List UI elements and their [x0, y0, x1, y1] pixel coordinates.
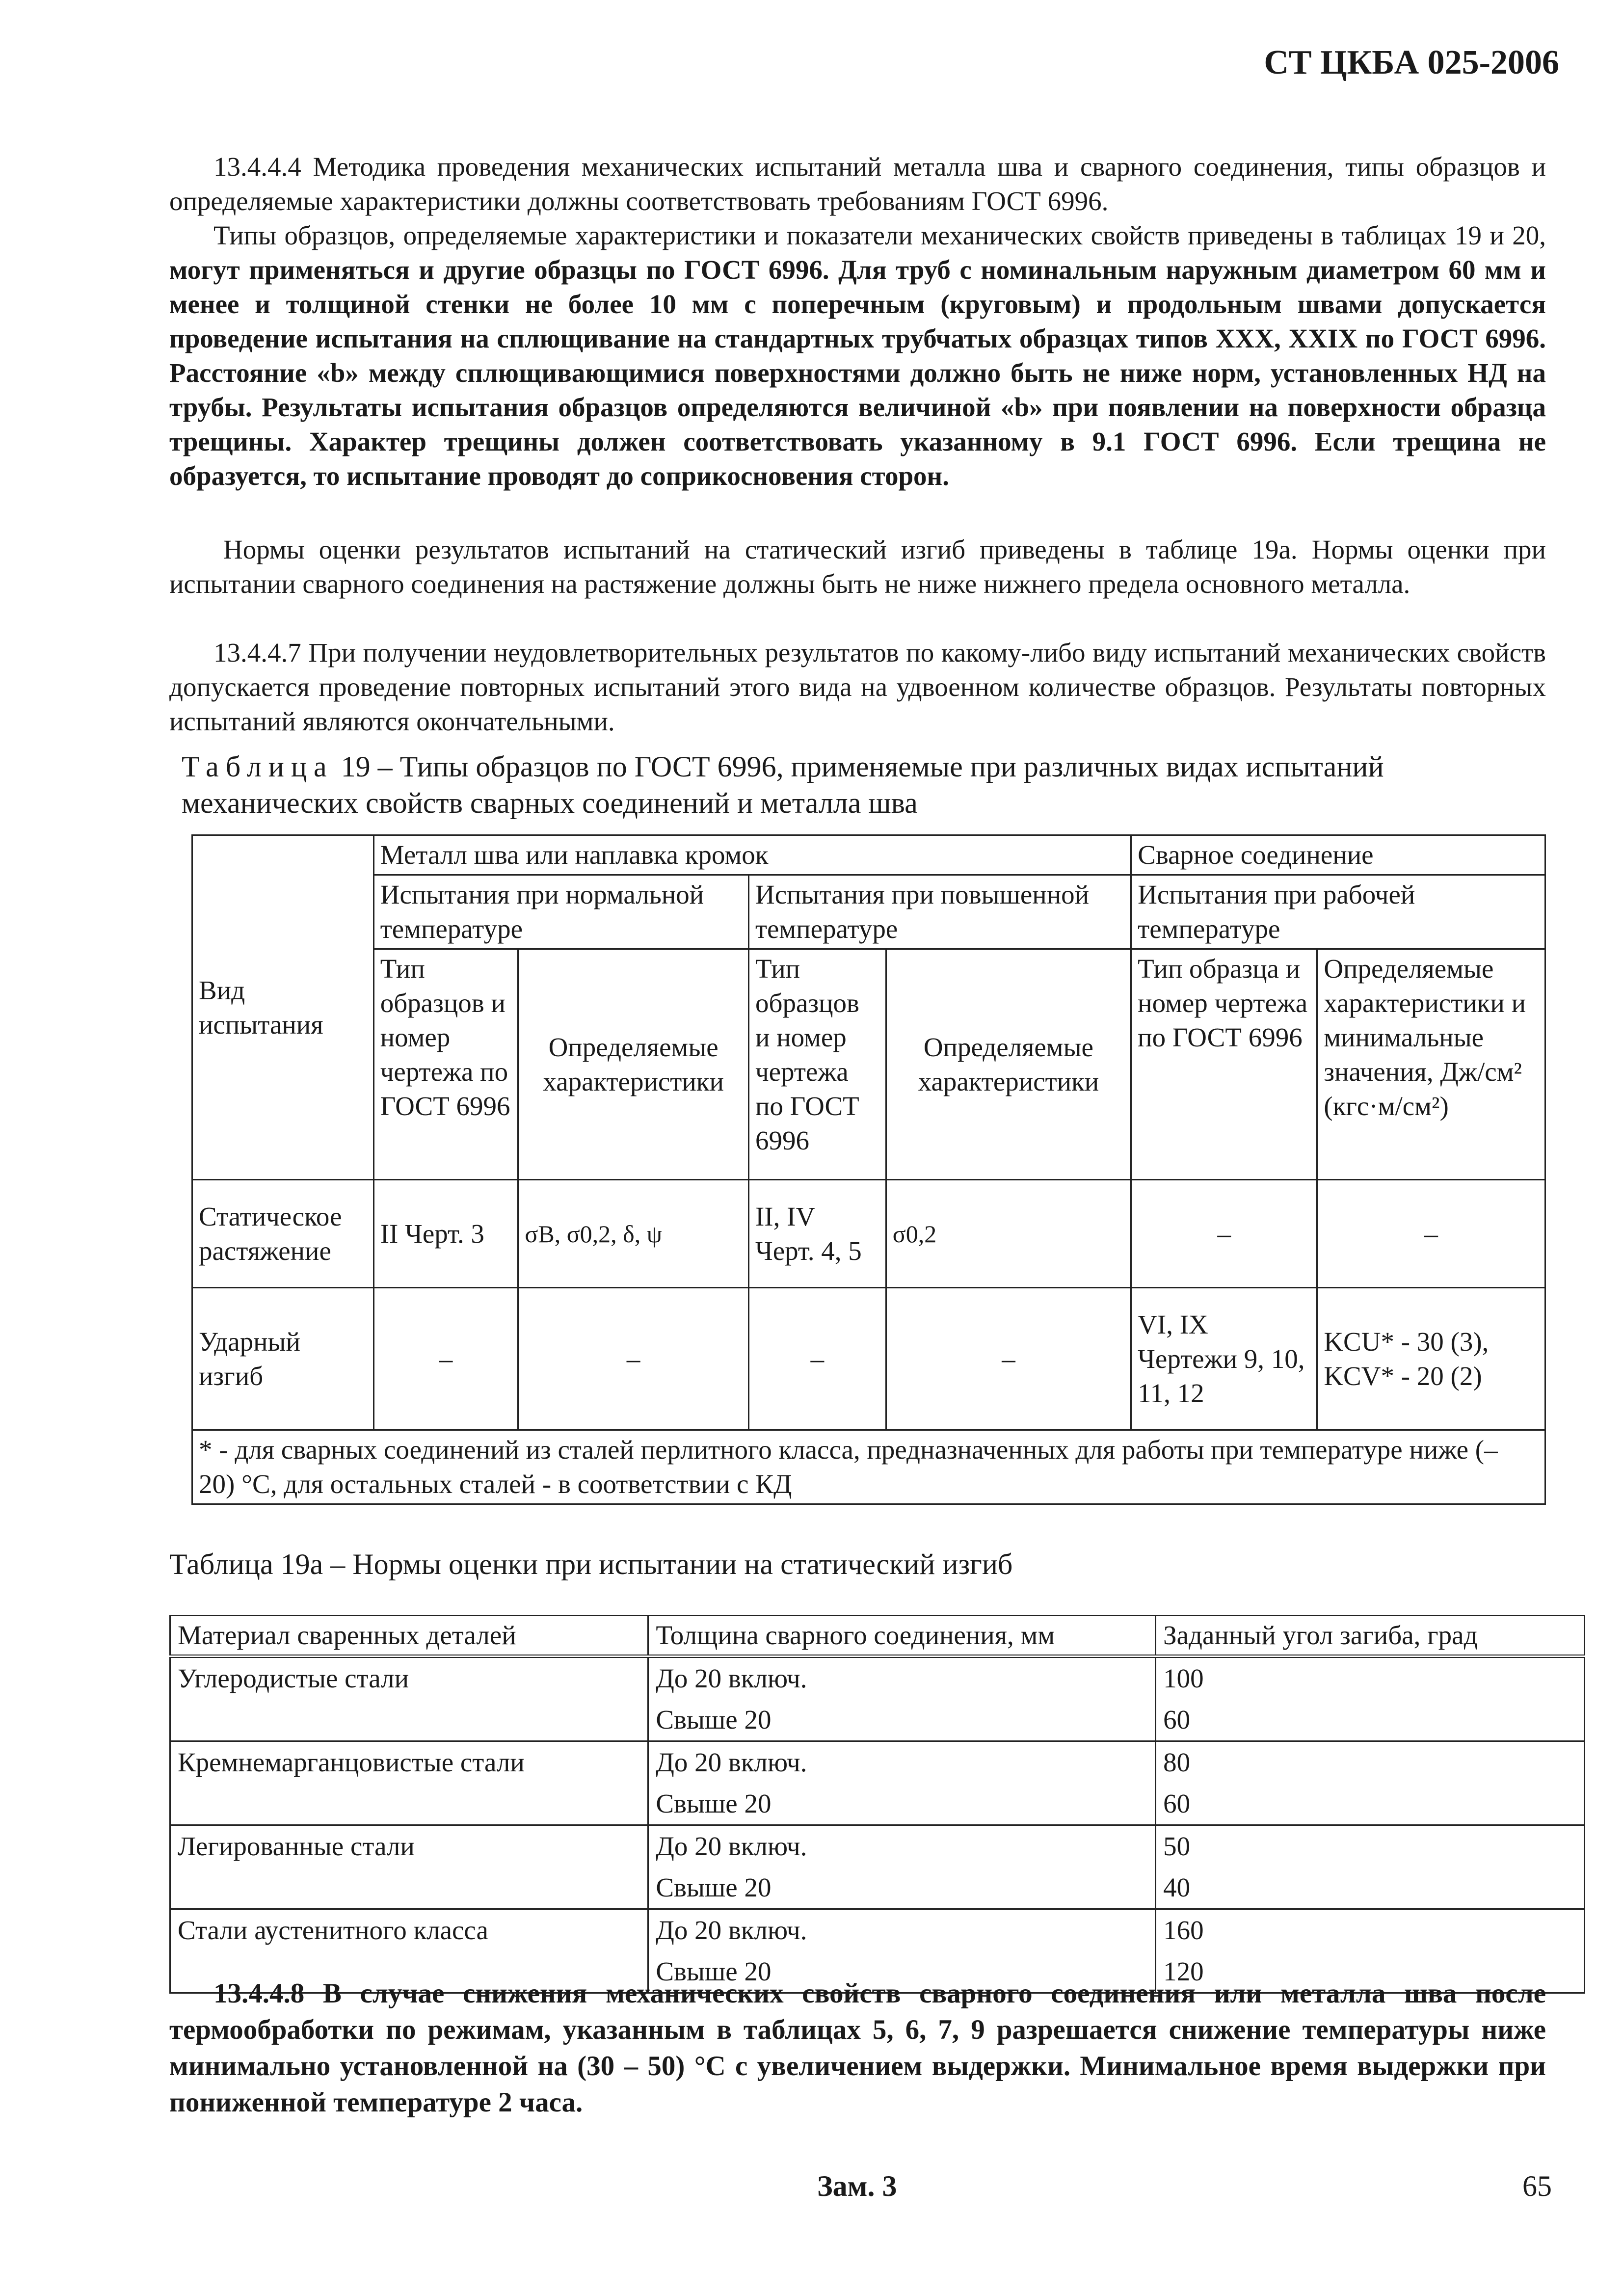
- table19-row1-type-joint: –: [1131, 1180, 1317, 1288]
- table19a-material: Кремнемарганцовистые стали: [170, 1741, 648, 1825]
- table19-row2-type-high: –: [748, 1288, 886, 1430]
- table19a-header-thickness: Толщина сварного соединения, мм: [648, 1616, 1156, 1656]
- table19-row2-chars-high: –: [886, 1288, 1131, 1430]
- table-19: [191, 834, 1546, 1505]
- table19-row1-type-high: II, IV Черт. 4, 5: [748, 1180, 886, 1288]
- table19-footnote: * - для сварных соединений из сталей перлитного класса, предназначенных для работы при температуре ниже (– 20) °С, для остальных сталей - в соответствии с КД: [192, 1430, 1545, 1504]
- paragraph-13-4-4-4: 13.4.4.4 Методика проведения механических испытаний металла шва и сварного соединения, типы образцов и определяемые характеристики должны соответствовать требованиям ГОСТ 6996.: [169, 152, 1546, 216]
- table19-caption: [182, 748, 1536, 821]
- table19a-angle: 60: [1156, 1783, 1585, 1825]
- table19a-thickness: Свыше 20: [648, 1951, 1156, 1993]
- table19a-thickness: Свыше 20: [648, 1867, 1156, 1909]
- table19-header-chars-joint: Определяемые характеристики и минимальные значения, Дж/см² (кгс·м/см²): [1317, 949, 1545, 1180]
- table19a-angle: 40: [1156, 1867, 1585, 1909]
- table19a-caption-text: 19а – Нормы оценки при испытании на статический изгиб: [280, 1548, 1013, 1580]
- paragraph-13-4-4-7: 13.4.4.7 При получении неудовлетворительных результатов по какому-либо виду испытаний механических свойств допускается проведение повторных испытаний этого вида на удвоенном количестве образцов. Результаты повторных испытаний являются окончательными.: [169, 638, 1546, 736]
- page-number: 65: [1522, 2170, 1552, 2202]
- table19-caption-word: Таблица: [182, 750, 334, 783]
- paragraph-specimen-types-normal: Типы образцов, определяемые характеристики и показатели механических свойств приведены в таблицах 19 и 20,: [213, 220, 1546, 250]
- table19-header-joint: Сварное соединение: [1131, 835, 1545, 875]
- table19-row1-type-normal: II Черт. 3: [373, 1180, 518, 1288]
- table19a-angle: 80: [1156, 1741, 1585, 1784]
- table19-row1-kind: Статическое растяжение: [192, 1180, 374, 1288]
- table19-caption-text: 19 – Типы образцов по ГОСТ 6996, применяемые при различных видах испытаний механических свойств сварных соединений и металла шва: [182, 750, 1384, 819]
- table19-header-kind: Вид испытания: [192, 835, 374, 1180]
- table19a-angle: 100: [1156, 1656, 1585, 1700]
- table19-row2-type-normal: –: [373, 1288, 518, 1430]
- table19a-thickness: Свыше 20: [648, 1783, 1156, 1825]
- table19-row1-chars-normal: σВ, σ0,2, δ, ψ: [518, 1180, 749, 1288]
- paragraph-13-4-4-8: 13.4.4.8 В случае снижения механических свойств сварного соединения или металла шва после термообработки по режимам, указанным в таблицах 5, 6, 7, 9 разрешается снижение температуры ниже минимально установленной на (30 – 50) °С с увеличением выдержки. Минимальное время выдержки при пониженной температуре 2 часа.: [169, 1978, 1546, 2118]
- table19a-angle: 50: [1156, 1825, 1585, 1868]
- paragraph-specimen-types-bold: могут применяться и другие образцы по ГОСТ 6996. Для труб с номинальным наружным диаметром 60 мм и менее и толщиной стенки не более 10 мм с поперечным (круговым) и продольным швами допускается проведение испытания на сплющивание на стандартных трубчатых образцах типов XXX, XXIX по ГОСТ 6996. Расстояние «b» между сплющивающимися поверхностями должно быть не ниже норм, установленных НД на трубы. Результаты испытания образцов определяются величиной «b» при появлении на поверхности образца трещины. Характер трещины должен соответствовать указанному в 9.1 ГОСТ 6996. Если трещина не образуется, то испытание проводят до соприкосновения сторон.: [169, 255, 1546, 491]
- table19a-angle: 60: [1156, 1699, 1585, 1741]
- table19-header-type-joint: Тип образца и номер чертежа по ГОСТ 6996: [1131, 949, 1317, 1180]
- amendment-label: Зам. 3: [817, 2170, 897, 2202]
- table19-row2-chars-joint: KCU* - 30 (3), KCV* - 20 (2): [1317, 1288, 1545, 1430]
- table19a-caption-word: Таблица: [169, 1548, 273, 1580]
- table19-row1-chars-high: σ0,2: [886, 1180, 1131, 1288]
- table19-row2-type-joint: VI, IX Чертежи 9, 10, 11, 12: [1131, 1288, 1317, 1430]
- table19-row2-kind: Ударный изгиб: [192, 1288, 374, 1430]
- table19-row1-chars-joint: –: [1317, 1180, 1545, 1288]
- table19a-header-material: Материал сваренных деталей: [170, 1616, 648, 1656]
- table19a-thickness: До 20 включ.: [648, 1825, 1156, 1868]
- table19-header-type-normal: Тип образцов и номер чертежа по ГОСТ 6996: [373, 949, 518, 1180]
- paragraph-bend-norms: Нормы оценки результатов испытаний на статический изгиб приведены в таблице 19а. Нормы оценки при испытании сварного соединения на растяжение должны быть не ниже нижнего предела основного металла.: [169, 534, 1546, 599]
- table19a-angle: 120: [1156, 1951, 1585, 1993]
- table19-header-work-temp: Испытания при рабочей температуре: [1131, 875, 1545, 949]
- table19a-material: Углеродистые стали: [170, 1656, 648, 1741]
- table19a-material: Стали аустенитного класса: [170, 1909, 648, 1993]
- table19a-thickness: Свыше 20: [648, 1699, 1156, 1741]
- table19a-header-angle: Заданный угол загиба, град: [1156, 1616, 1585, 1656]
- table19-header-type-high: Тип образцов и номер чертежа по ГОСТ 6996: [748, 949, 886, 1180]
- table19-header-high-temp: Испытания при повышенной температуре: [748, 875, 1131, 949]
- table19-header-chars-normal: Определяемые характеристики: [518, 949, 749, 1180]
- table19a-thickness: До 20 включ.: [648, 1656, 1156, 1700]
- table19-header-metal: Металл шва или наплавка кромок: [373, 835, 1131, 875]
- table19a-caption: [169, 1546, 1524, 1582]
- document-code: СТ ЦКБА 025-2006: [1264, 44, 1559, 81]
- table-19a: [169, 1615, 1585, 1994]
- table19a-material: Легированные стали: [170, 1825, 648, 1909]
- table19-row2-chars-normal: –: [518, 1288, 749, 1430]
- table19a-thickness: До 20 включ.: [648, 1909, 1156, 1951]
- table19a-thickness: До 20 включ.: [648, 1741, 1156, 1784]
- table19-header-normal-temp: Испытания при нормальной температуре: [373, 875, 748, 949]
- table19a-angle: 160: [1156, 1909, 1585, 1951]
- paragraph-specimen-types: [169, 218, 1546, 493]
- table19-header-chars-high: Определяемые характеристики: [886, 949, 1131, 1180]
